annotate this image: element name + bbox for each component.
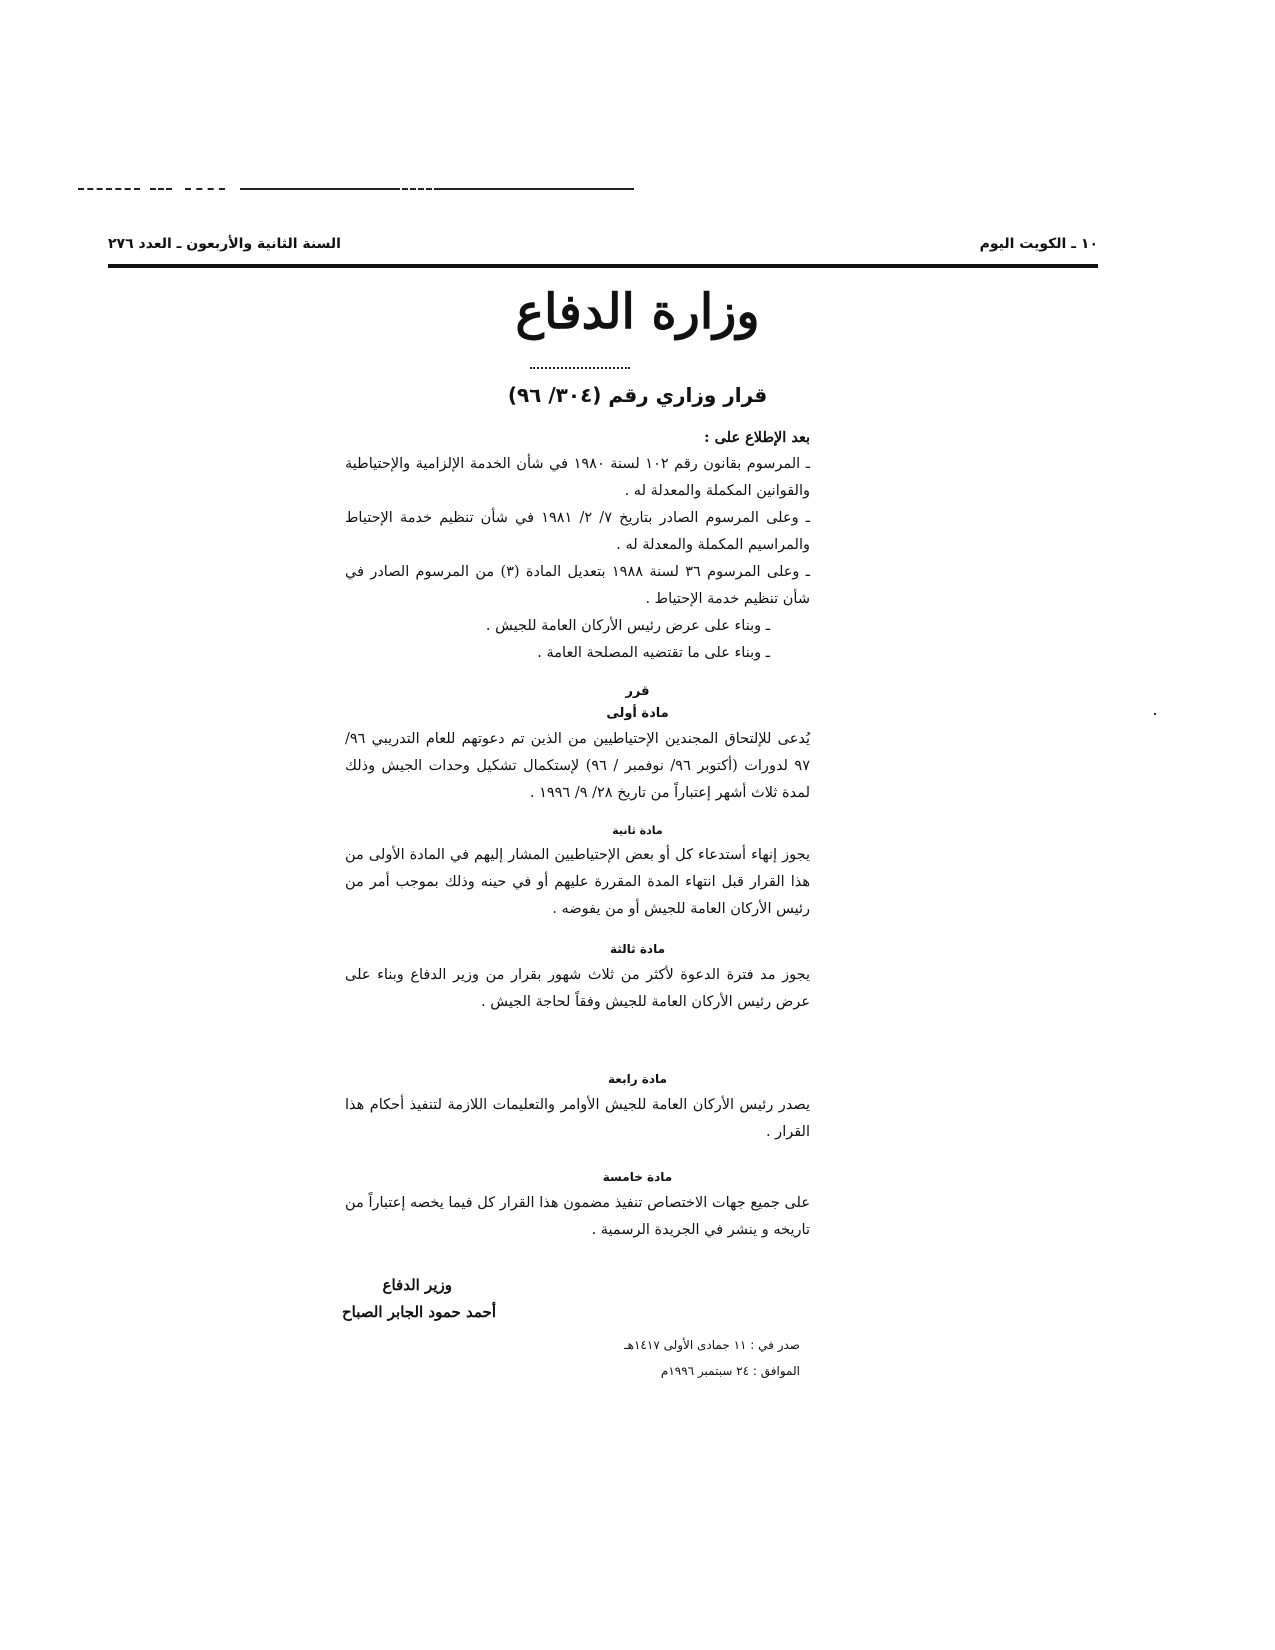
issue-date-gregorian: الموافق : ٢٤ سبتمبر ١٩٩٦م	[660, 1364, 800, 1378]
scan-speck	[1154, 713, 1156, 715]
issue-date-hijri: صدر في : ١١ جمادى الأولى ١٤١٧هـ	[624, 1338, 800, 1352]
preamble-item: ـ وبناء على عرض رئيس الأركان العامة للجيش .	[485, 618, 770, 634]
scan-dashes-1	[78, 188, 140, 190]
article-text: يُدعى للإلتحاق المجندين الإحتياطيين من الذين تم دعوتهم للعام التدريبي ٩٦/ ٩٧ لدورات (أكتوبر ٩٦/ نوفمبر / ٩٦) لإستكمال تشكيل وحدات الجيش وذلك لمدة ثلاث أشهر إعتباراً من تاريخ ٢٨/ ٩/ ١٩٩٦ .	[345, 731, 810, 801]
article-3-heading: مادة ثالثة	[609, 942, 666, 956]
scan-dashes-3	[185, 188, 225, 190]
article-2-text	[345, 842, 810, 923]
article-1-heading: مادة أولى	[606, 706, 669, 721]
signatory-name: أحمد حمود الجابر الصباح	[342, 1303, 496, 1321]
preamble-item: ـ وعلى المرسوم الصادر بتاريخ ٧/ ٢/ ١٩٨١ في شأن تنظيم خدمة الإحتياط والمراسيم المكملة والمعدلة له .	[345, 510, 811, 553]
article-text: يصدر رئيس الأركان العامة للجيش الأوامر والتعليمات اللازمة لتنفيذ أحكام هذا القرار .	[345, 1097, 810, 1140]
article-text: يجوز مد فترة الدعوة لأكثر من ثلاث شهور بقرار من وزير الدفاع وبناء على عرض رئيس الأركان العامة للجيش وفقاً لحاجة الجيش .	[345, 967, 810, 1010]
scan-dashes-2	[150, 188, 172, 190]
article-text: يجوز إنهاء أستدعاء كل أو بعض الإحتياطيين المشار إليهم في المادة الأولى من هذا القرار قبل انتهاء المدة المقررة عليهم أو في حينه وذلك بموجب أمر من رئيس الأركان العامة للجيش أو من يفوضه .	[345, 847, 810, 917]
article-text: على جميع جهات الاختصاص تنفيذ مضمون هذا القرار كل فيما يخصه إعتباراً من تاريخه و ينشر في الجريدة الرسمية .	[345, 1195, 810, 1238]
article-4-text	[345, 1092, 810, 1146]
gazette-header	[108, 232, 1098, 268]
preamble	[345, 424, 810, 667]
article-2-heading: مادة ثانية	[612, 824, 663, 837]
preamble-item: ـ المرسوم بقانون رقم ١٠٢ لسنة ١٩٨٠ في شأن الخدمة الإلزامية والإحتياطية والقوانين المكملة والمعدلة له .	[345, 456, 810, 499]
scan-rule-2	[434, 188, 634, 190]
ministry-logo-text: وزارة الدفاع	[515, 284, 760, 340]
preamble-item: ـ وعلى المرسوم ٣٦ لسنة ١٩٨٨ بتعديل المادة (٣) من المرسوم الصادر في شأن تنظيم خدمة الإحتياط .	[345, 564, 810, 607]
signatory-title: وزير الدفاع	[382, 1276, 452, 1294]
header-issue-info: السنة الثانية والأربعون ـ العدد ٢٧٦	[108, 236, 341, 252]
scan-rule-1	[240, 188, 400, 190]
article-1-text	[345, 726, 810, 807]
article-3-text	[345, 962, 810, 1016]
decision-title: قرار وزاري رقم (٣٠٤/ ٩٦)	[507, 383, 768, 407]
article-5-text	[345, 1190, 810, 1244]
article-4-heading: مادة رابعة	[608, 1072, 667, 1086]
preamble-item: ـ وبناء على ما تقتضيه المصلحة العامة .	[537, 645, 770, 661]
article-5-heading: مادة خامسة	[602, 1170, 673, 1184]
decided-label: قرر	[625, 684, 650, 699]
scan-dashes-4	[402, 188, 432, 190]
preamble-intro: بعد الإطلاع على :	[704, 429, 810, 446]
ornament-divider	[530, 367, 630, 373]
header-page-title: ١٠ ـ الكويت اليوم	[979, 236, 1098, 252]
